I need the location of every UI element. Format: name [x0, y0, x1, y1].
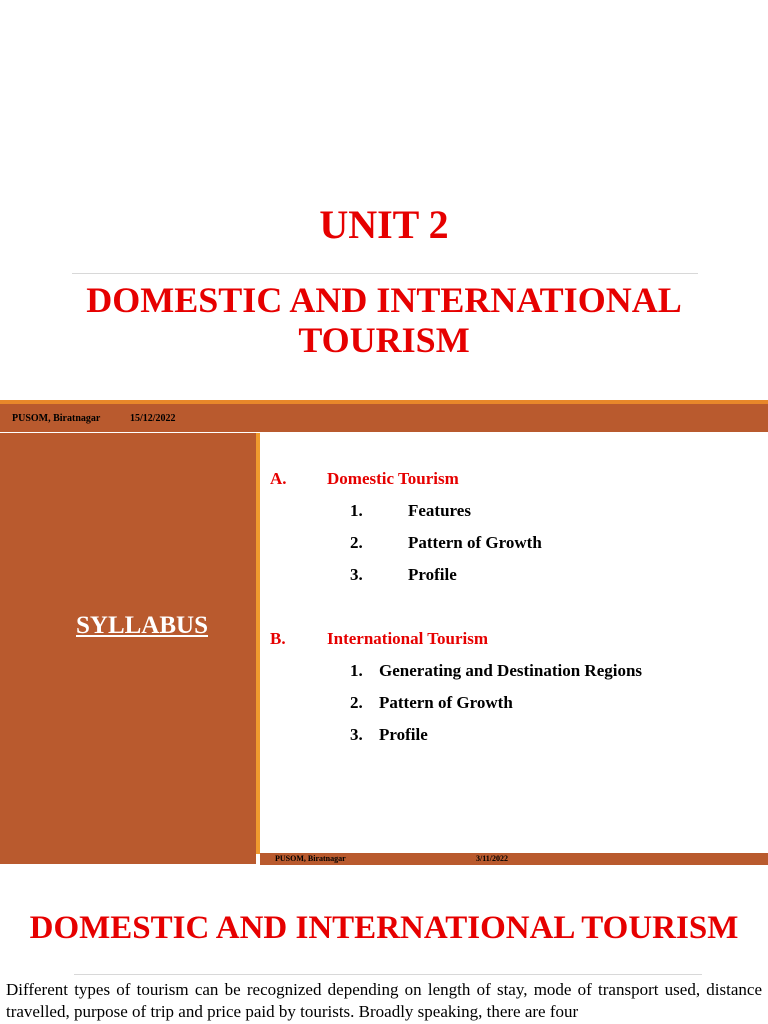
section-b-item-number: 3. [350, 725, 363, 744]
footer-date: 3/11/2022 [476, 854, 509, 863]
section-b-item-number: 2. [350, 693, 363, 712]
section-a-item-label: Pattern of Growth [408, 533, 542, 552]
section-b-item-label: Generating and Destination Regions [379, 661, 643, 680]
slide-header-bar [0, 404, 768, 432]
section-a-item-label: Profile [408, 565, 457, 584]
section-b-item-label: Pattern of Growth [379, 693, 513, 712]
syllabus-heading: SYLLABUS [76, 612, 208, 639]
panel-divider [256, 433, 260, 854]
header-date: 15/12/2022 [130, 413, 176, 424]
section-b-title: International Tourism [327, 629, 489, 648]
section-b-item-number: 1. [350, 661, 363, 680]
section-a-item-number: 1. [350, 501, 363, 520]
slide-main-title [0, 280, 768, 360]
section-a-item-number: 2. [350, 533, 363, 552]
section-a-letter: A. [270, 469, 287, 488]
section-a-item-label: Features [408, 501, 471, 520]
content-slide [0, 866, 768, 1024]
content-slide-title: DOMESTIC AND INTERNATIONAL TOURISM [29, 910, 739, 946]
slide-footer-bar [260, 853, 768, 865]
body-paragraph: Different types of tourism can be recognized depending on length of stay, mode of transport used, distance travelled, purpose of trip and price paid by tourists. Broadly speaking, there are four [6, 980, 762, 1021]
section-b-item-label: Profile [379, 725, 428, 744]
section-a-item-number: 3. [350, 565, 363, 584]
content-title-divider [74, 974, 702, 975]
main-title-line-2: TOURISM [298, 320, 470, 360]
header-org: PUSOM, Biratnagar [12, 413, 101, 424]
side-panel [0, 433, 256, 864]
unit-title: UNIT 2 [319, 202, 449, 247]
section-a-title: Domestic Tourism [327, 469, 459, 488]
syllabus-slide [0, 400, 768, 866]
footer-org: PUSOM, Biratnagar [275, 854, 346, 863]
main-title-line-1: DOMESTIC AND INTERNATIONAL [86, 280, 682, 320]
title-slide [0, 0, 768, 400]
title-divider [72, 273, 698, 274]
section-b-letter: B. [270, 629, 286, 648]
